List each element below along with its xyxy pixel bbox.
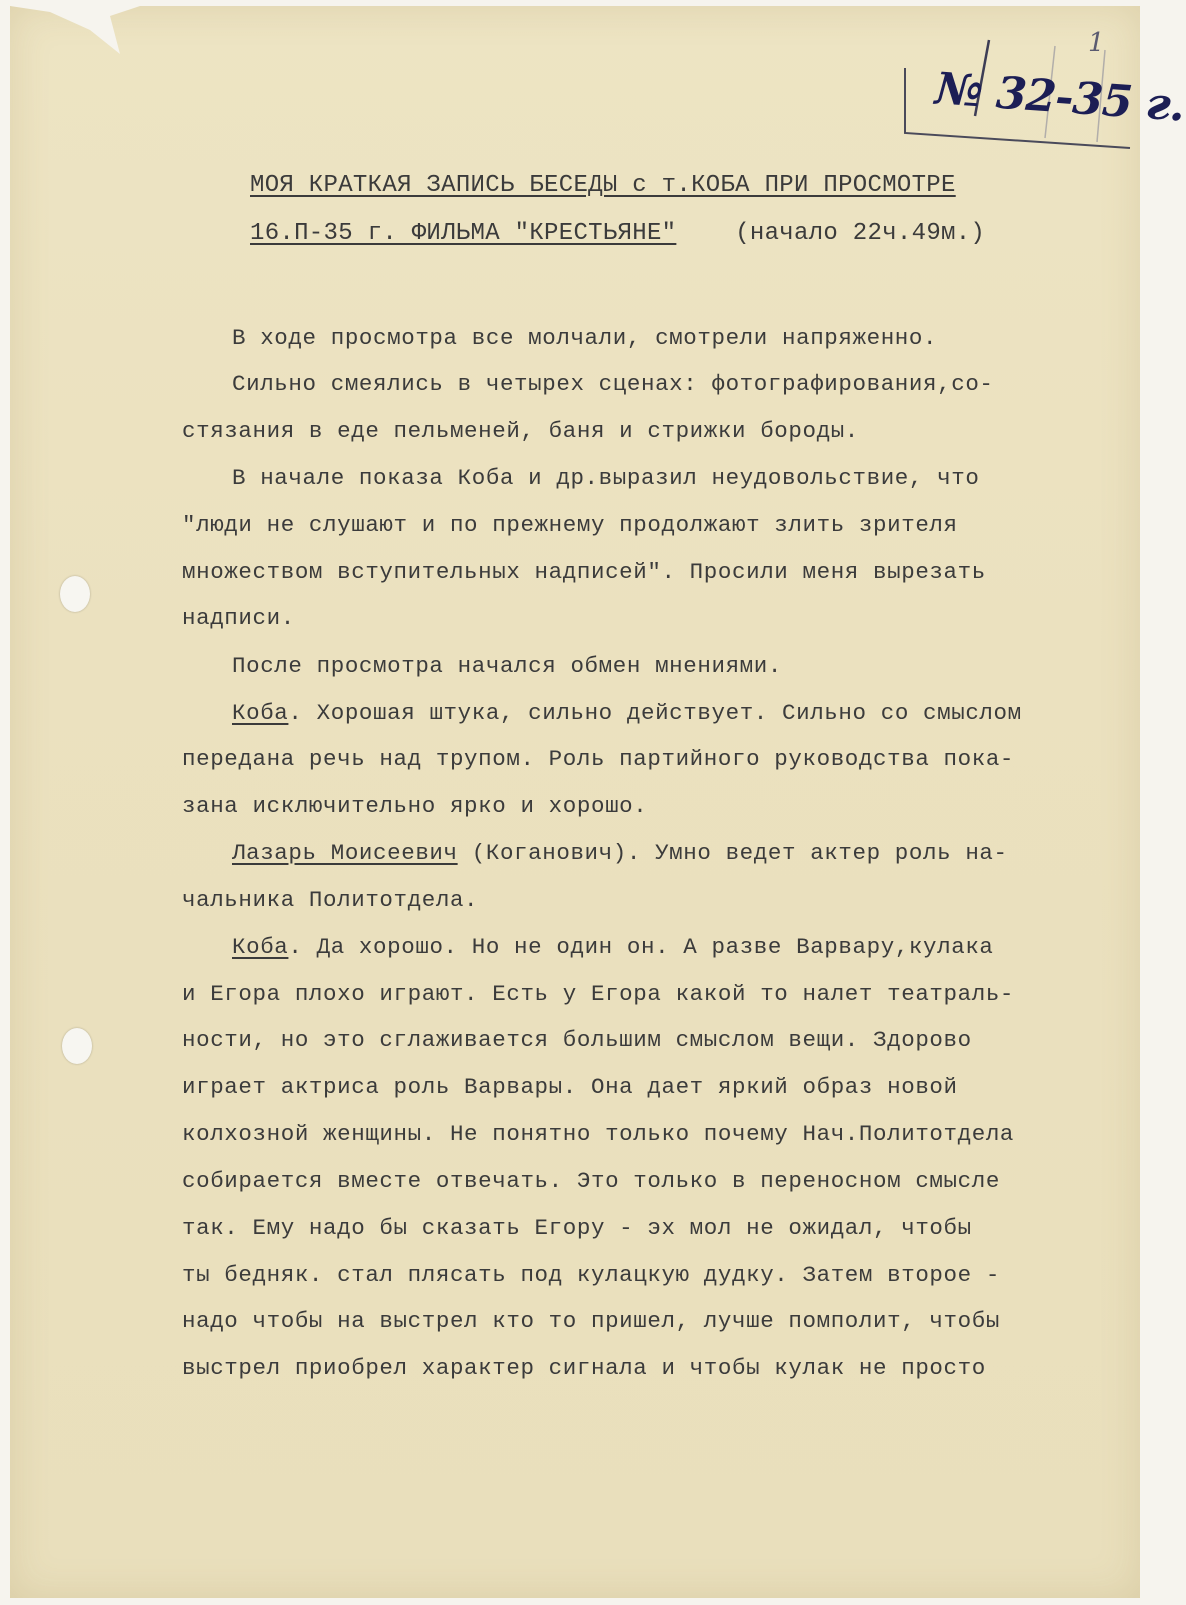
body-line: ты бедняк. стал плясать под кулацкую дудку. Затем второе - — [182, 1262, 1000, 1288]
archive-mark: № 32-35 г. — [933, 63, 1186, 132]
body-line: ности, но это сглаживается большим смыслом вещи. Здорово — [182, 1027, 972, 1053]
handwritten-page-number: 1 — [1088, 28, 1105, 58]
body-line: играет актриса роль Варвары. Она дает яркий образ новой — [182, 1074, 958, 1100]
body-line: Коба. Хорошая штука, сильно действует. Сильно со смыслом — [232, 700, 1022, 726]
body-line: так. Ему надо бы сказать Егору - эх мол не ожидал, чтобы — [182, 1215, 972, 1241]
body-line: надо чтобы на выстрел кто то пришел, лучше помполит, чтобы — [182, 1308, 1000, 1334]
body-line: чальника Политотдела. — [182, 887, 479, 913]
body-line: множеством вступительных надписей". Просили меня вырезать — [182, 559, 986, 585]
punch-hole-top — [60, 576, 90, 612]
body-line: колхозной женщины. Не понятно только почему Нач.Политотдела — [182, 1121, 1015, 1147]
body-line: выстрел приобрел характер сигнала и чтобы кулак не просто — [182, 1355, 986, 1381]
body-line: В ходе просмотра все молчали, смотрели напряженно. — [232, 325, 938, 351]
torn-corner — [10, 6, 140, 66]
body-line: надписи. — [182, 605, 295, 631]
punch-hole-bottom — [62, 1028, 92, 1064]
speaker-lazar: Лазарь Моисеевич — [232, 840, 458, 866]
title-line-2 — [250, 210, 1070, 258]
speaker-koba: Коба — [232, 700, 289, 726]
title-line-1: МОЯ КРАТКАЯ ЗАПИСЬ БЕСЕДЫ с т.КОБА ПРИ ПРОСМОТРЕ — [250, 172, 956, 199]
body-line: "люди не слушают и по прежнему продолжают злить зрителя — [182, 512, 958, 538]
body-line: В начале показа Коба и др.выразил неудовольствие, что — [232, 465, 980, 491]
body-line: зана исключительно ярко и хорошо. — [182, 793, 648, 819]
body-line: и Егора плохо играют. Есть у Егора какой то налет театраль- — [182, 981, 1015, 1007]
title-date-film: 16.П-35 г. ФИЛЬМА "КРЕСТЬЯНЕ" — [250, 220, 677, 247]
body-line: собирается вместе отвечать. Это только в переносном смысле — [182, 1168, 1000, 1194]
body-line: После просмотра начался обмен мнениями. — [232, 653, 782, 679]
body-line: передана речь над трупом. Роль партийного руководства пока- — [182, 746, 1015, 772]
title-start-time: (начало 22ч.49м.) — [735, 220, 986, 247]
body-line: Сильно смеялись в четырех сценах: фотографирования,со- — [232, 371, 994, 397]
speaker-koba: Коба — [232, 934, 289, 960]
body-line: Коба. Да хорошо. Но не один он. А разве Варвару,кулака — [232, 934, 994, 960]
body-line: Лазарь Моисеевич (Коганович). Умно ведет актер роль на- — [232, 840, 1008, 866]
document-title — [250, 162, 1070, 258]
body-line: стязания в еде пельменей, баня и стрижки бороды. — [182, 418, 859, 444]
